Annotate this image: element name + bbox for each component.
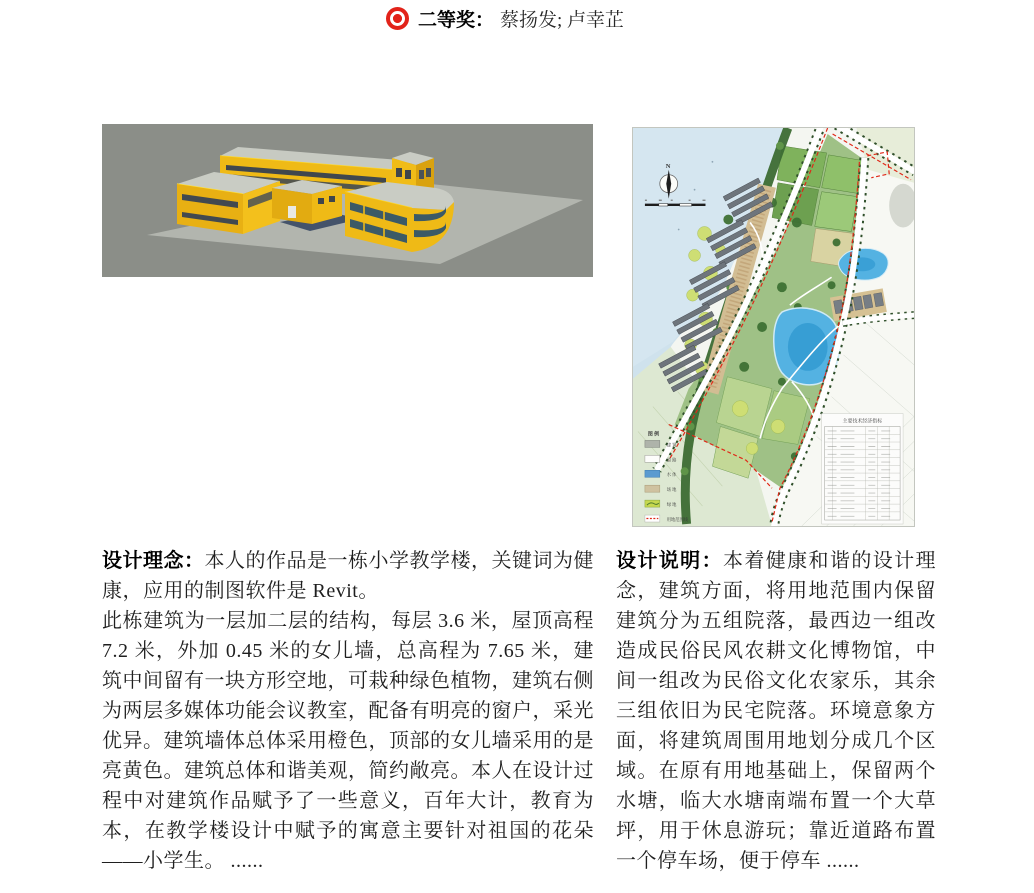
indicator-table-title: 主要技术经济指标 — [842, 419, 883, 425]
site-plan-canvas — [633, 128, 914, 526]
design-concept-paragraph-1 — [102, 546, 594, 606]
design-concept-label: 设计理念： — [102, 550, 205, 572]
bullseye-bullet-icon — [386, 7, 409, 30]
award-label: 二等奖： — [418, 9, 495, 31]
design-description-body: 本着健康和谐的设计理念，建筑方面，将用地范围内保留建筑分为五组院落，最西边一组改造成民俗民风农耕文化博物馆，中间一组改为民俗文化农家乐，其余三组依旧为民宅院落。环境意象方面，将建筑周围用地划分成几个区域。在原有用地基础上，保留两个水塘，临大水塘南端布置一个大草坪，用于休息游玩；靠近道路布置一个停车场，便于停车 ...... — [616, 550, 937, 872]
winner-names: 蔡扬发; 卢幸芷 — [500, 9, 625, 31]
legend-title: 图 例 — [647, 432, 660, 438]
building-render-canvas — [102, 124, 593, 277]
design-concept-text — [102, 546, 594, 876]
small-pond — [839, 248, 889, 280]
design-concept-body-1: 本人的作品是一栋小学教学楼，关键词为健康，应用的制图软件是 Revit。 — [102, 550, 594, 602]
design-concept-body-2: 此栋建筑为一层加二层的结构，每层 3.6 米，屋顶高程 7.2 米，外加 0.45 米的女儿墙，总高程为 7.65 米，建筑中间留有一块方形空地，可栽种绿色植物，建筑右侧为两层多媒体功能会议教室，配备有明亮的窗户，采光优异。建筑墙体总体采用橙色，顶部的女儿墙采用的是亮黄色。建筑总体和谐美观，简约敞亮。本人在设计过程中对建筑作品赋予了一些意义，百年大计，教育为本，在教学楼设计中赋予的寓意主要针对祖国的花朵——小学生。 ...... — [102, 610, 594, 872]
legend-label-building: 建 筑 — [666, 442, 677, 448]
site-plan-image — [632, 127, 915, 527]
legend-label-ground: 场 地 — [666, 487, 677, 493]
legend-label-boundary: 用地范围线 — [666, 517, 689, 523]
design-concept-paragraph-2 — [102, 606, 594, 876]
design-description-text — [616, 546, 936, 876]
building-render-image — [102, 124, 593, 277]
legend-label-green: 绿 地 — [666, 502, 677, 508]
legend-label-water: 水 体 — [666, 472, 677, 478]
legend-label-road: 道 路 — [666, 457, 677, 463]
bullseye-bullet-core — [393, 14, 402, 23]
design-description-paragraph — [616, 546, 936, 876]
indicator-table — [822, 414, 903, 524]
award-header — [386, 4, 624, 32]
north-label: N — [665, 162, 671, 170]
design-description-label: 设计说明： — [616, 550, 723, 572]
